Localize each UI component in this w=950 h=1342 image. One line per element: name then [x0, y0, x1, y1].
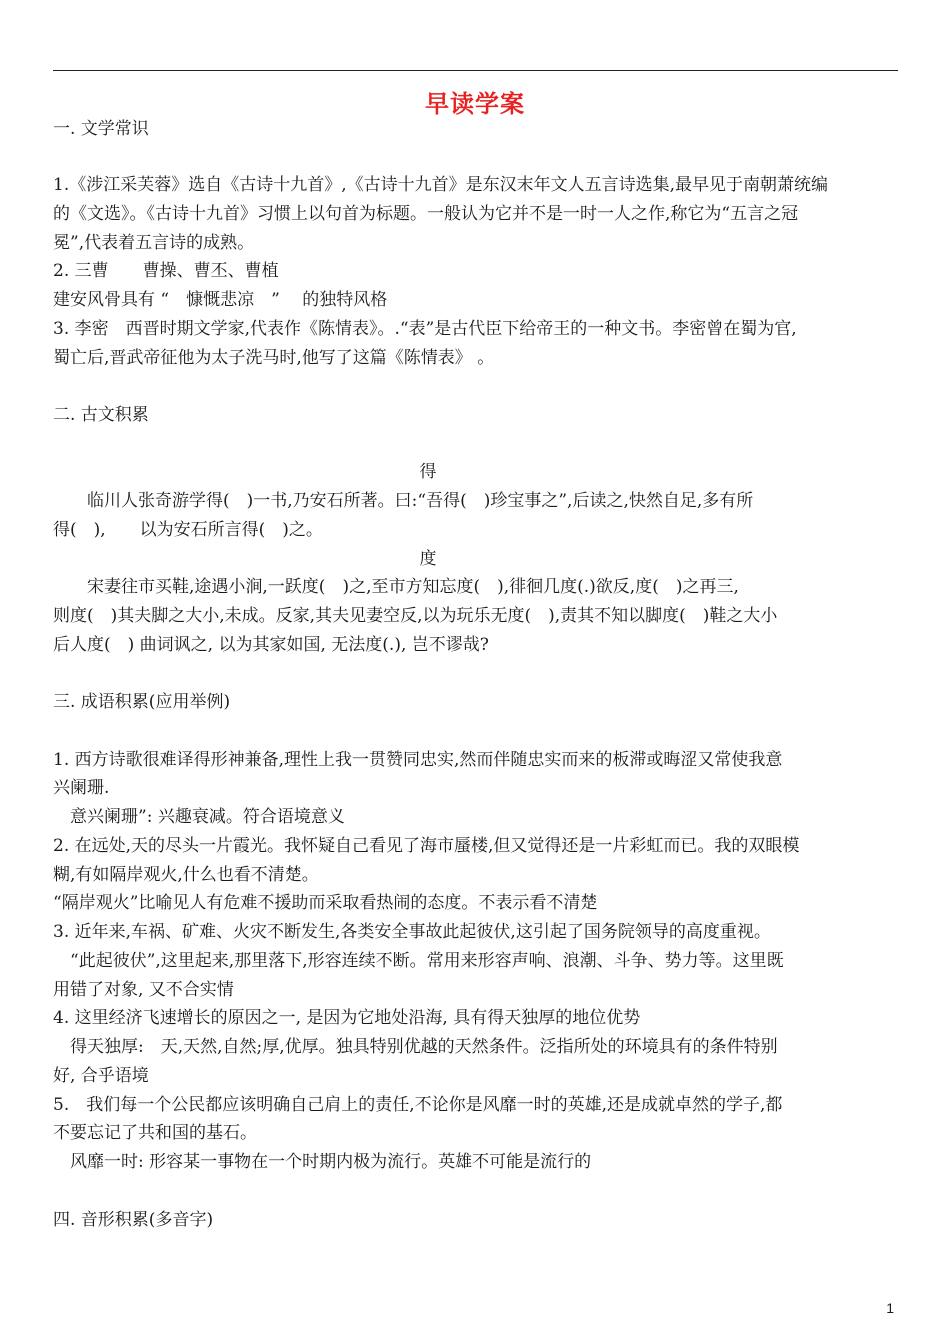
text-line: 得天独厚: 天,天然,自然;厚,优厚。独具特别优越的天然条件。泛指所处的环境具有的条件特别	[53, 1037, 778, 1057]
text-line: “此起彼伏”,这里起来,那里落下,形容连续不断。常用来形容声响、浪潮、斗争、势力等。这里既	[53, 951, 784, 971]
text-line: 用错了对象, 又不合实情	[53, 980, 234, 1000]
text-line: 2. 三曹 曹操、曹丕、曹植	[53, 261, 279, 281]
text-line: 5. 我们每一个公民都应该明确自己肩上的责任,不论你是风靡一时的英雄,还是成就卓然的学子,都	[53, 1095, 783, 1115]
text-line: 3. 近年来,车祸、矿难、火灾不断发生,各类安全事故此起彼伏,这引起了国务院领导的高度重视。	[53, 922, 771, 942]
text-line: 不要忘记了共和国的基石。	[53, 1123, 257, 1143]
text-line: 建安风骨具有 “ 慷慨悲凉 ” 的独特风格	[53, 290, 388, 310]
text-line: 好, 合乎语境	[53, 1066, 149, 1086]
page-title: 早读学案	[425, 89, 525, 118]
text-line: “隔岸观火”比喻见人有危难不援助而采取看热闹的态度。不表示看不清楚	[53, 893, 598, 913]
text-line: 则度( )其夫脚之大小,未成。反家,其夫见妻空反,以为玩乐无度( ),责其不知以脚度( )鞋之大小	[53, 606, 778, 626]
text-line: 1.《涉江采芙蓉》选自《古诗十九首》,《古诗十九首》是东汉末年文人五言诗选集,最早见于南朝萧统编	[53, 175, 829, 195]
text-line: 临川人张奇游学得( )一书,乃安石所著。曰:“吾得( )珍宝事之”,后读之,快然自足,多有所	[53, 491, 754, 511]
text-line: 兴阑珊.	[53, 778, 110, 798]
text-line: 后人度( ) 曲词讽之, 以为其家如国, 无法度(.), 岂不谬哉?	[53, 635, 489, 655]
section-heading-classical: 二. 古文积累	[53, 405, 149, 425]
text-line: 1. 西方诗歌很难译得形神兼备,理性上我一贯赞同忠实,然而伴随忠实而来的板滞或晦涩又常使我意	[53, 750, 783, 770]
text-line: 2. 在远处,天的尽头一片霞光。我怀疑自己看见了海市蜃楼,但又觉得还是一片彩虹而已。我的双眼模	[53, 836, 800, 856]
section-heading-literature: 一. 文学常识	[53, 119, 149, 139]
header-rule	[53, 70, 898, 71]
text-line: 糊,有如隔岸观火,什么也看不清楚。	[53, 865, 319, 885]
text-line: 宋妻往市买鞋,途遇小涧,一跃度( )之,至市方知忘度( ),徘徊几度(.)欲反,度( )之再三,	[53, 577, 739, 597]
section-heading-pronunciation: 四. 音形积累(多音字)	[53, 1210, 214, 1230]
focus-character-du: 度	[419, 549, 437, 569]
text-line: 得( ), 以为安石所言得( )之。	[53, 520, 323, 540]
text-line: 的《文选》。《古诗十九首》习惯上以句首为标题。一般认为它并不是一时一人之作,称它为“五言之冠	[53, 204, 799, 224]
text-line: 4. 这里经济飞速增长的原因之一, 是因为它地处沿海, 具有得天独厚的地位优势	[53, 1008, 641, 1028]
page-number: 1	[886, 1300, 894, 1316]
section-heading-idioms: 三. 成语积累(应用举例)	[53, 692, 231, 712]
focus-character-de: 得	[419, 462, 437, 482]
text-line: 意兴阑珊”: 兴趣衰减。符合语境意义	[53, 807, 345, 827]
text-line: 3. 李密 西晋时期文学家,代表作《陈情表》。.“表”是古代臣下给帝王的一种文书。李密曾在蜀为官,	[53, 319, 797, 339]
text-line: 风靡一时: 形容某一事物在一个时期内极为流行。英雄不可能是流行的	[53, 1152, 592, 1172]
text-line: 蜀亡后,晋武帝征他为太子洗马时,他写了这篇《陈情表》 。	[53, 348, 495, 368]
text-line: 冕”,代表着五言诗的成熟。	[53, 233, 255, 253]
